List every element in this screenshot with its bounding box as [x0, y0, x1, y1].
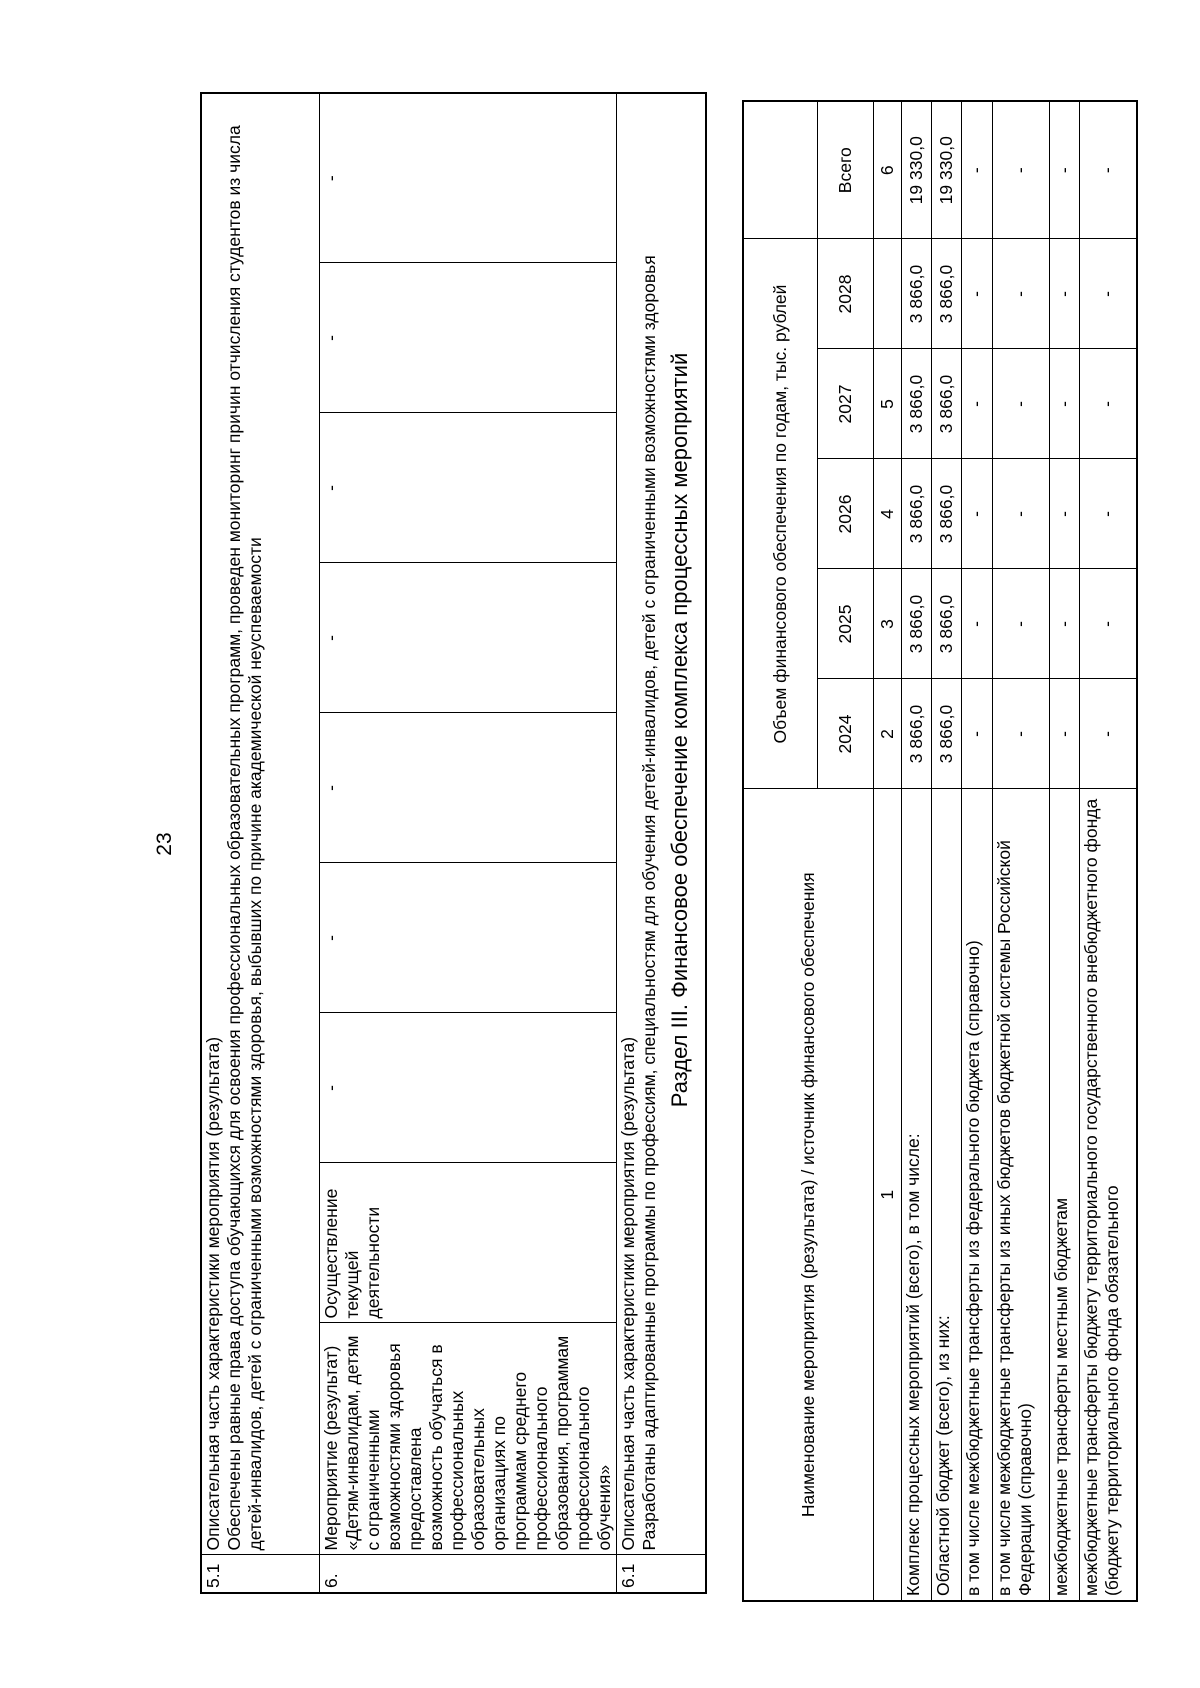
column-number: 2 [873, 679, 901, 789]
table-row [319, 93, 616, 1593]
value-cell: - [962, 101, 992, 239]
value-cell: 3 866,0 [901, 459, 931, 569]
value-cell: - [1079, 459, 1137, 569]
value-cell: - [962, 349, 992, 459]
row-name: межбюджетные трансферты местным бюджетам [1049, 789, 1079, 1601]
value-cell: - [319, 413, 616, 563]
value-cell: - [962, 459, 992, 569]
row-name: Областной бюджет (всего), из них: [931, 789, 961, 1601]
row-name: межбюджетные трансферты бюджету территориального государственного внебюджетного фонда (бюджету территориального фонда обязательного [1079, 789, 1137, 1601]
value-cell: 3 866,0 [931, 459, 961, 569]
value-cell: - [319, 1013, 616, 1163]
value-cell: 3 866,0 [901, 239, 931, 349]
year-header: 2024 [817, 679, 873, 789]
header-row [743, 101, 817, 1601]
value-cell: - [962, 239, 992, 349]
description-cell [201, 93, 319, 1555]
table-row [1049, 101, 1079, 1601]
total-header-top [743, 101, 817, 239]
row-number: 5.1 [201, 1555, 319, 1593]
table-row [992, 101, 1049, 1601]
total-header: Всего [817, 101, 873, 239]
year-header: 2025 [817, 569, 873, 679]
year-header: 2026 [817, 459, 873, 569]
value-cell: - [1079, 349, 1137, 459]
description-text: Разработаны адаптированные программы по профессиям, специальностям для обучения детей-инвалидов, детей с ограниченными возможностями здоровья [638, 255, 659, 1551]
value-cell: 3 866,0 [931, 569, 961, 679]
event-type: Осуществление текущей деятельности [319, 1163, 616, 1323]
value-cell: - [1049, 459, 1079, 569]
financial-table-frame [742, 102, 1138, 1602]
value-cell: - [992, 459, 1049, 569]
description-heading: Описательная часть характеристики мероприятия (результата) [203, 1036, 223, 1551]
row-number: 6. [319, 1555, 616, 1593]
volume-header: Объем финансового обеспечения по годам, тыс. рублей [743, 239, 817, 789]
value-cell: - [1079, 101, 1137, 239]
value-cell: - [962, 679, 992, 789]
value-cell: - [1079, 679, 1137, 789]
value-cell: - [1049, 101, 1079, 239]
value-cell: 3 866,0 [931, 239, 961, 349]
year-header: 2027 [817, 349, 873, 459]
value-cell: - [319, 563, 616, 713]
value-cell: - [992, 569, 1049, 679]
column-number [873, 239, 901, 349]
column-number: 5 [873, 349, 901, 459]
table-row [931, 101, 961, 1601]
name-column-header: Наименование мероприятия (результата) / источник финансового обеспечения [743, 789, 873, 1601]
value-cell: - [1079, 569, 1137, 679]
value-cell: - [962, 569, 992, 679]
row-number: 6.1 [616, 1555, 706, 1593]
row-name: в том числе межбюджетные трансферты из федерального бюджета (справочно) [962, 789, 992, 1601]
value-cell: - [992, 349, 1049, 459]
value-cell: 3 866,0 [931, 349, 961, 459]
activities-table [200, 92, 707, 1594]
table-row [201, 93, 319, 1593]
table-row [901, 101, 931, 1601]
page-number: 23 [153, 832, 176, 856]
value-cell: 3 866,0 [901, 349, 931, 459]
description-heading: Описательная часть характеристики мероприятия (результата) [617, 1036, 638, 1551]
value-cell: - [319, 713, 616, 863]
year-header: 2028 [817, 239, 873, 349]
event-name: Мероприятие (результат) «Детям-инвалидам, детям с ограниченными возможностями здоровья предоставлена возможность обучаться в профессиональных образовательных организациях по программам среднего профессионального образования, программам профессионального обучения» [319, 1323, 616, 1555]
value-cell: - [319, 263, 616, 413]
description-text: Обеспечены равные права доступа обучающихся для освоения профессиональных образовательных программ, проведен мониторинг причин отчисления студентов из числа детей-инвалидов, детей с ограниченными возможностями здоровья, выбывших по причине академической неуспеваемости [224, 125, 265, 1551]
value-cell: - [319, 93, 616, 263]
value-cell: - [1079, 239, 1137, 349]
value-cell: - [992, 679, 1049, 789]
top-table-frame [200, 104, 659, 1594]
value-cell: 3 866,0 [931, 679, 961, 789]
column-number: 1 [873, 789, 901, 1601]
value-cell: 19 330,0 [901, 101, 931, 239]
section-heading: Раздел III. Финансовое обеспечение комплекса процессных мероприятий [667, 352, 692, 1108]
value-cell: - [319, 863, 616, 1013]
value-cell: - [1049, 349, 1079, 459]
column-number: 3 [873, 569, 901, 679]
value-cell: - [992, 239, 1049, 349]
value-cell: - [1049, 239, 1079, 349]
value-cell: - [992, 101, 1049, 239]
financial-table [742, 100, 1138, 1602]
column-number: 6 [873, 101, 901, 239]
value-cell: - [1049, 569, 1079, 679]
column-numbers-row [873, 101, 901, 1601]
row-name: в том числе межбюджетные трансферты из иных бюджетов бюджетной системы Российской Федерации (справочно) [992, 789, 1049, 1601]
table-row [1079, 101, 1137, 1601]
value-cell: 3 866,0 [901, 679, 931, 789]
table-row [962, 101, 992, 1601]
value-cell: 3 866,0 [901, 569, 931, 679]
row-name: Комплекс процессных мероприятий (всего), в том числе: [901, 789, 931, 1601]
value-cell: - [1049, 679, 1079, 789]
column-number: 4 [873, 459, 901, 569]
value-cell: 19 330,0 [931, 101, 961, 239]
